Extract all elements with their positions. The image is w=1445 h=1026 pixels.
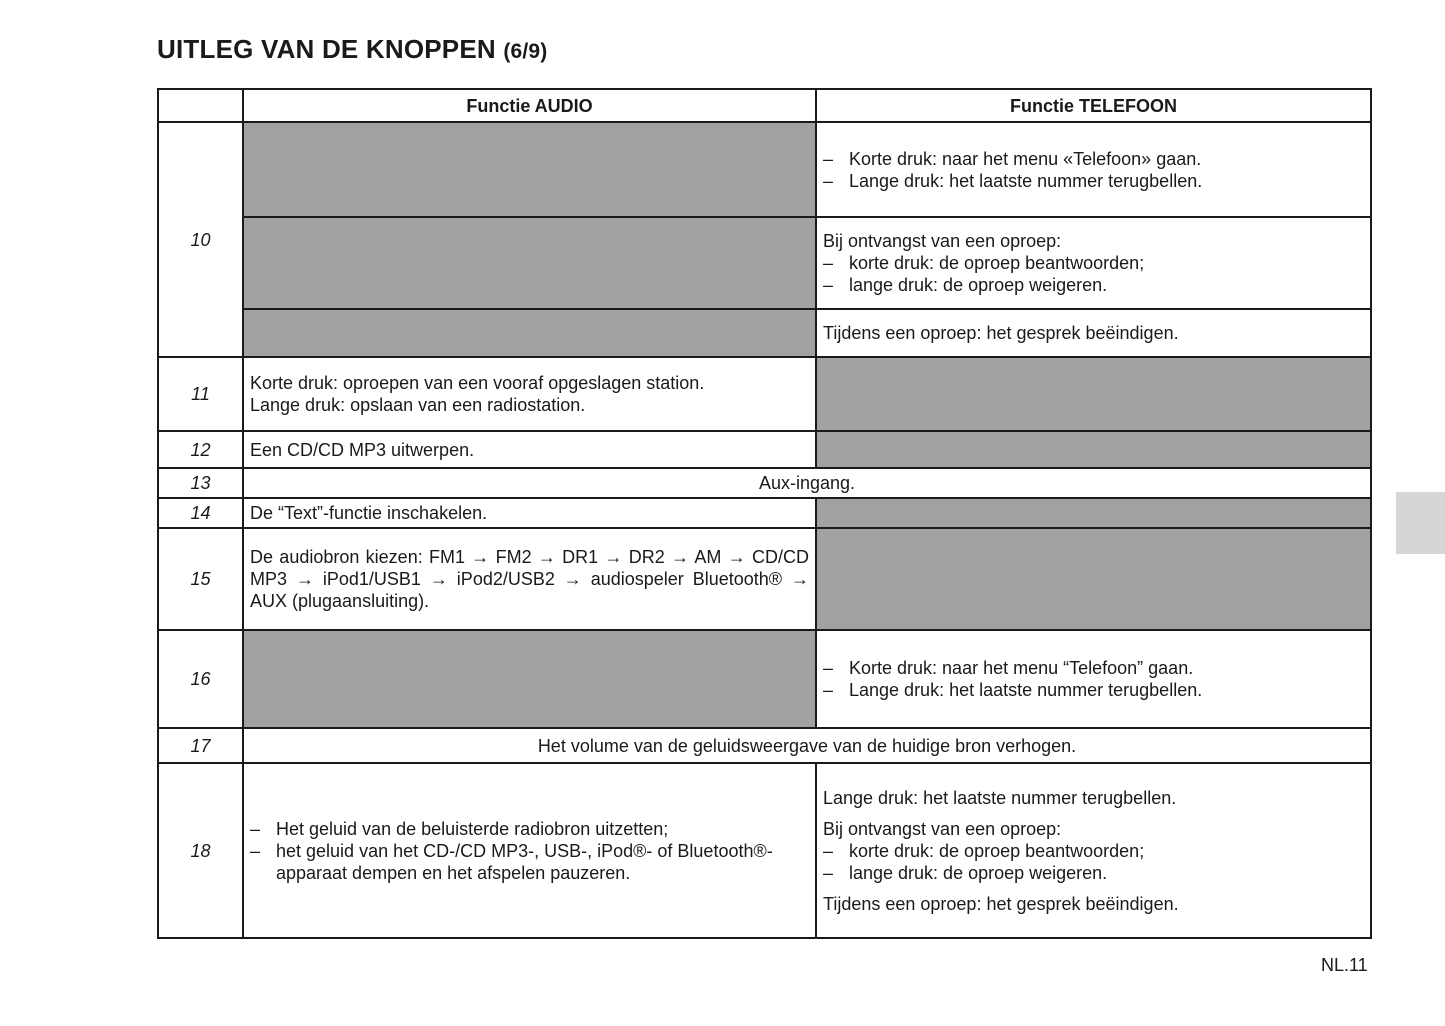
audio-cell: Een CD/CD MP3 uitwerpen.	[243, 431, 816, 468]
row-number: 14	[158, 498, 243, 528]
telefoon-cell: Tijdens een oproep: het gesprek beëindigen.	[816, 309, 1371, 357]
empty-cell	[816, 357, 1371, 431]
audio-cell: – Het geluid van de beluisterde radiobron uitzetten; – het geluid van het CD-/CD MP3-, USB-, iPod®- of Bluetooth®-apparaat dempen en het afspelen pauzeren.	[243, 763, 816, 938]
table-row-14	[158, 498, 1371, 528]
empty-cell	[243, 217, 816, 309]
title-main: UITLEG VAN DE KNOPPEN	[157, 34, 496, 64]
table-row-11	[158, 357, 1371, 431]
title-page-indicator: (6/9)	[503, 40, 548, 63]
row-number: 11	[158, 357, 243, 431]
empty-cell	[816, 528, 1371, 630]
page-number: NL.11	[1321, 955, 1368, 975]
table-row-16	[158, 630, 1371, 728]
audio-cell: De “Text”-functie inschakelen.	[243, 498, 816, 528]
audio-cell: Korte druk: oproepen van een vooraf opgeslagen station. Lange druk: opslaan van een radiostation.	[243, 357, 816, 431]
shared-cell: Aux-ingang.	[243, 468, 1371, 498]
button-function-table	[157, 88, 1372, 939]
section-tab-marker	[1396, 492, 1445, 554]
audio-cell: De audiobron kiezen: FM1 → FM2 → DR1 → DR2 → AM → CD/CD MP3 → iPod1/USB1 → iPod2/USB2 → audiospeler Bluetooth® → AUX (plugaansluiting).	[243, 528, 816, 630]
empty-cell	[243, 122, 816, 217]
row-number: 12	[158, 431, 243, 468]
empty-cell	[816, 431, 1371, 468]
row-number: 18	[158, 763, 243, 938]
table-row-10a	[158, 122, 1371, 217]
table-row-13	[158, 468, 1371, 498]
row-number: 16	[158, 630, 243, 728]
header-number	[158, 89, 243, 122]
empty-cell	[243, 630, 816, 728]
telefoon-cell: – Korte druk: naar het menu “Telefoon” gaan. – Lange druk: het laatste nummer terugbellen.	[816, 630, 1371, 728]
shared-cell: Het volume van de geluidsweergave van de huidige bron verhogen.	[243, 728, 1371, 763]
telefoon-cell: Lange druk: het laatste nummer terugbellen. Bij ontvangst van een oproep: – korte druk: de oproep beantwoorden; – lange druk: de oproep weigeren. Tijdens een oproep: het gesprek beëindigen.	[816, 763, 1371, 938]
table-row-10b	[158, 217, 1371, 309]
row-number: 17	[158, 728, 243, 763]
row-number: 10	[158, 122, 243, 357]
telefoon-cell: Bij ontvangst van een oproep: – korte druk: de oproep beantwoorden; – lange druk: de oproep weigeren.	[816, 217, 1371, 309]
table-row-10c	[158, 309, 1371, 357]
table-row-18	[158, 763, 1371, 938]
table-row-15	[158, 528, 1371, 630]
telefoon-cell: – Korte druk: naar het menu «Telefoon» gaan. – Lange druk: het laatste nummer terugbellen.	[816, 122, 1371, 217]
page-title	[157, 34, 548, 65]
header-telefoon: Functie TELEFOON	[816, 89, 1371, 122]
table-header-row	[158, 89, 1371, 122]
empty-cell	[243, 309, 816, 357]
empty-cell	[816, 498, 1371, 528]
table-row-17	[158, 728, 1371, 763]
table-row-12	[158, 431, 1371, 468]
row-number: 15	[158, 528, 243, 630]
header-audio: Functie AUDIO	[243, 89, 816, 122]
row-number: 13	[158, 468, 243, 498]
